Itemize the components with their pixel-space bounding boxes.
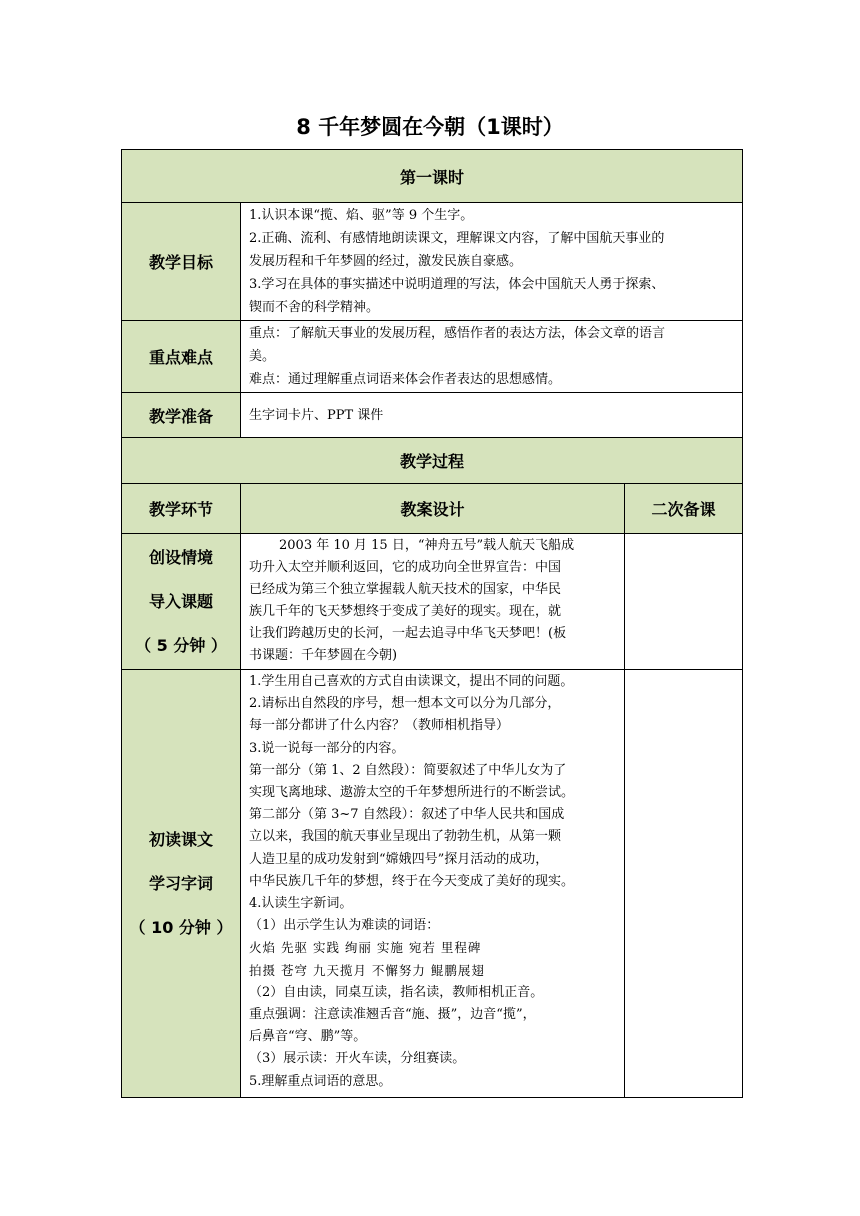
stage-2-line: （3）展示读：开火车读，分组赛读。: [249, 1051, 466, 1067]
vocabulary-line: 火焰 先驱 实践 绚丽 实施 宛若 里程碑: [249, 940, 482, 956]
stage-2-line: 4.认读生字新词。: [249, 896, 353, 912]
stage-2-line: 中华民族几千年的梦想，终于在今天变成了美好的现实。: [249, 873, 575, 889]
stage-2-line: 后鼻音“穹、鹏”等。: [249, 1029, 367, 1045]
objective-line: 锲而不舍的科学精神。: [249, 300, 380, 315]
preparation-content: [241, 393, 743, 438]
stage-2-line: 实现飞离地球、遨游太空的千年梦想所进行的不断尝试。: [249, 785, 575, 801]
stage-2-line: 3.说一说每一部分的内容。: [249, 740, 405, 756]
stage-1-line: 2003 年 10 月 15 日，“神舟五号”载人航天飞船成: [279, 538, 575, 553]
stage-1-line: 功升入太空并顺利返回，它的成功向全世界宣告：中国: [249, 560, 562, 575]
stage-1-line: 让我们跨越历史的长河，一起去追寻中华飞天梦吧！(板: [249, 626, 567, 641]
document-title: 8 千年梦圆在今朝（1课时）: [296, 115, 564, 139]
objectives-content: [241, 203, 743, 321]
stage-1-line: 族几千年的飞天梦想终于变成了美好的现实。现在，就: [249, 604, 562, 619]
objective-line: 1.认识本课“揽、焰、驱”等 9 个生字。: [249, 208, 474, 223]
key-point-line: 难点：通过理解重点词语来体会作者表达的思想感情。: [249, 372, 562, 387]
lesson-plan-table: [121, 149, 743, 1098]
stage-1-content: [241, 534, 625, 670]
stage-2-label-line: 初读课文: [148, 829, 213, 849]
stage-2-label-line: 学习字词: [148, 873, 213, 893]
stage-1-line: 书课题：千年梦圆在今朝): [249, 648, 398, 663]
stage-2-line: 重点强调：注意读准翘舌音“施、摄”，边音“揽”，: [249, 1007, 536, 1023]
process-header: 教学过程: [122, 438, 743, 484]
stage-2-line: 第二部分（第 3~7 自然段）：叙述了中华人民共和国成: [249, 807, 565, 823]
column-header-secondary: 二次备课: [625, 484, 743, 534]
stage-2-line: 5.理解重点词语的意思。: [249, 1073, 392, 1089]
objective-line: 2.正确、流利、有感情地朗读课文，理解课文内容，了解中国航天事业的: [249, 231, 665, 246]
stage-1-duration: （ 5 分钟 ）: [135, 635, 227, 655]
objectives-label: 教学目标: [122, 203, 241, 321]
objective-line: 3.学习在具体的事实描述中说明道理的写法，体会中国航天人勇于探索、: [249, 277, 665, 292]
stage-2-line: （2）自由读，同桌互读，指名读，教师相机正音。: [249, 984, 544, 1000]
key-point-line: 美。: [249, 349, 276, 364]
preparation-text: 生字词卡片、PPT 课件: [249, 407, 384, 423]
stage-1-label-line: 导入课题: [148, 591, 213, 611]
stage-2-line: 1.学生用自己喜欢的方式自由读课文，提出不同的问题。: [249, 674, 574, 689]
stage-1-line: 已经成为第三个独立掌握载人航天技术的国家，中华民: [249, 582, 562, 597]
stage-1-secondary: [625, 534, 743, 670]
column-header-stage: 教学环节: [122, 484, 241, 534]
stage-2-line: 第一部分（第 1、2 自然段）：简要叙述了中华儿女为了: [249, 762, 567, 778]
key-points-label: 重点难点: [122, 321, 241, 393]
session-header: 第一课时: [122, 150, 743, 203]
stage-2-line: 人造卫星的成功发射到“嫦娥四号”探月活动的成功，: [249, 851, 549, 867]
preparation-label: 教学准备: [122, 393, 241, 438]
stage-2-label: [122, 670, 241, 1098]
objective-line: 发展历程和千年梦圆的经过，激发民族自豪感。: [249, 254, 523, 269]
stage-2-duration: （ 10 分钟 ）: [129, 917, 233, 937]
stage-2-line: 立以来，我国的航天事业呈现出了勃勃生机，从第一颗: [249, 829, 562, 845]
key-point-line: 重点：了解航天事业的发展历程，感悟作者的表达方法，体会文章的语言: [249, 326, 666, 341]
stage-1-label: [122, 534, 241, 670]
column-header-design: 教案设计: [241, 484, 625, 534]
stage-1-label-line: 创设情境: [148, 547, 213, 567]
stage-2-line: 每一部分都讲了什么内容？（教师相机指导）: [249, 718, 510, 734]
key-points-content: [241, 321, 743, 393]
vocabulary-line: 拍摄 苍穹 九天揽月 不懈努力 鲲鹏展翅: [249, 962, 485, 978]
stage-2-content: [241, 670, 625, 1098]
stage-2-line: 2.请标出自然段的序号，想一想本文可以分为几部分，: [249, 696, 561, 712]
stage-2-secondary: [625, 670, 743, 1098]
stage-2-line: （1）出示学生认为难读的词语：: [249, 918, 440, 934]
